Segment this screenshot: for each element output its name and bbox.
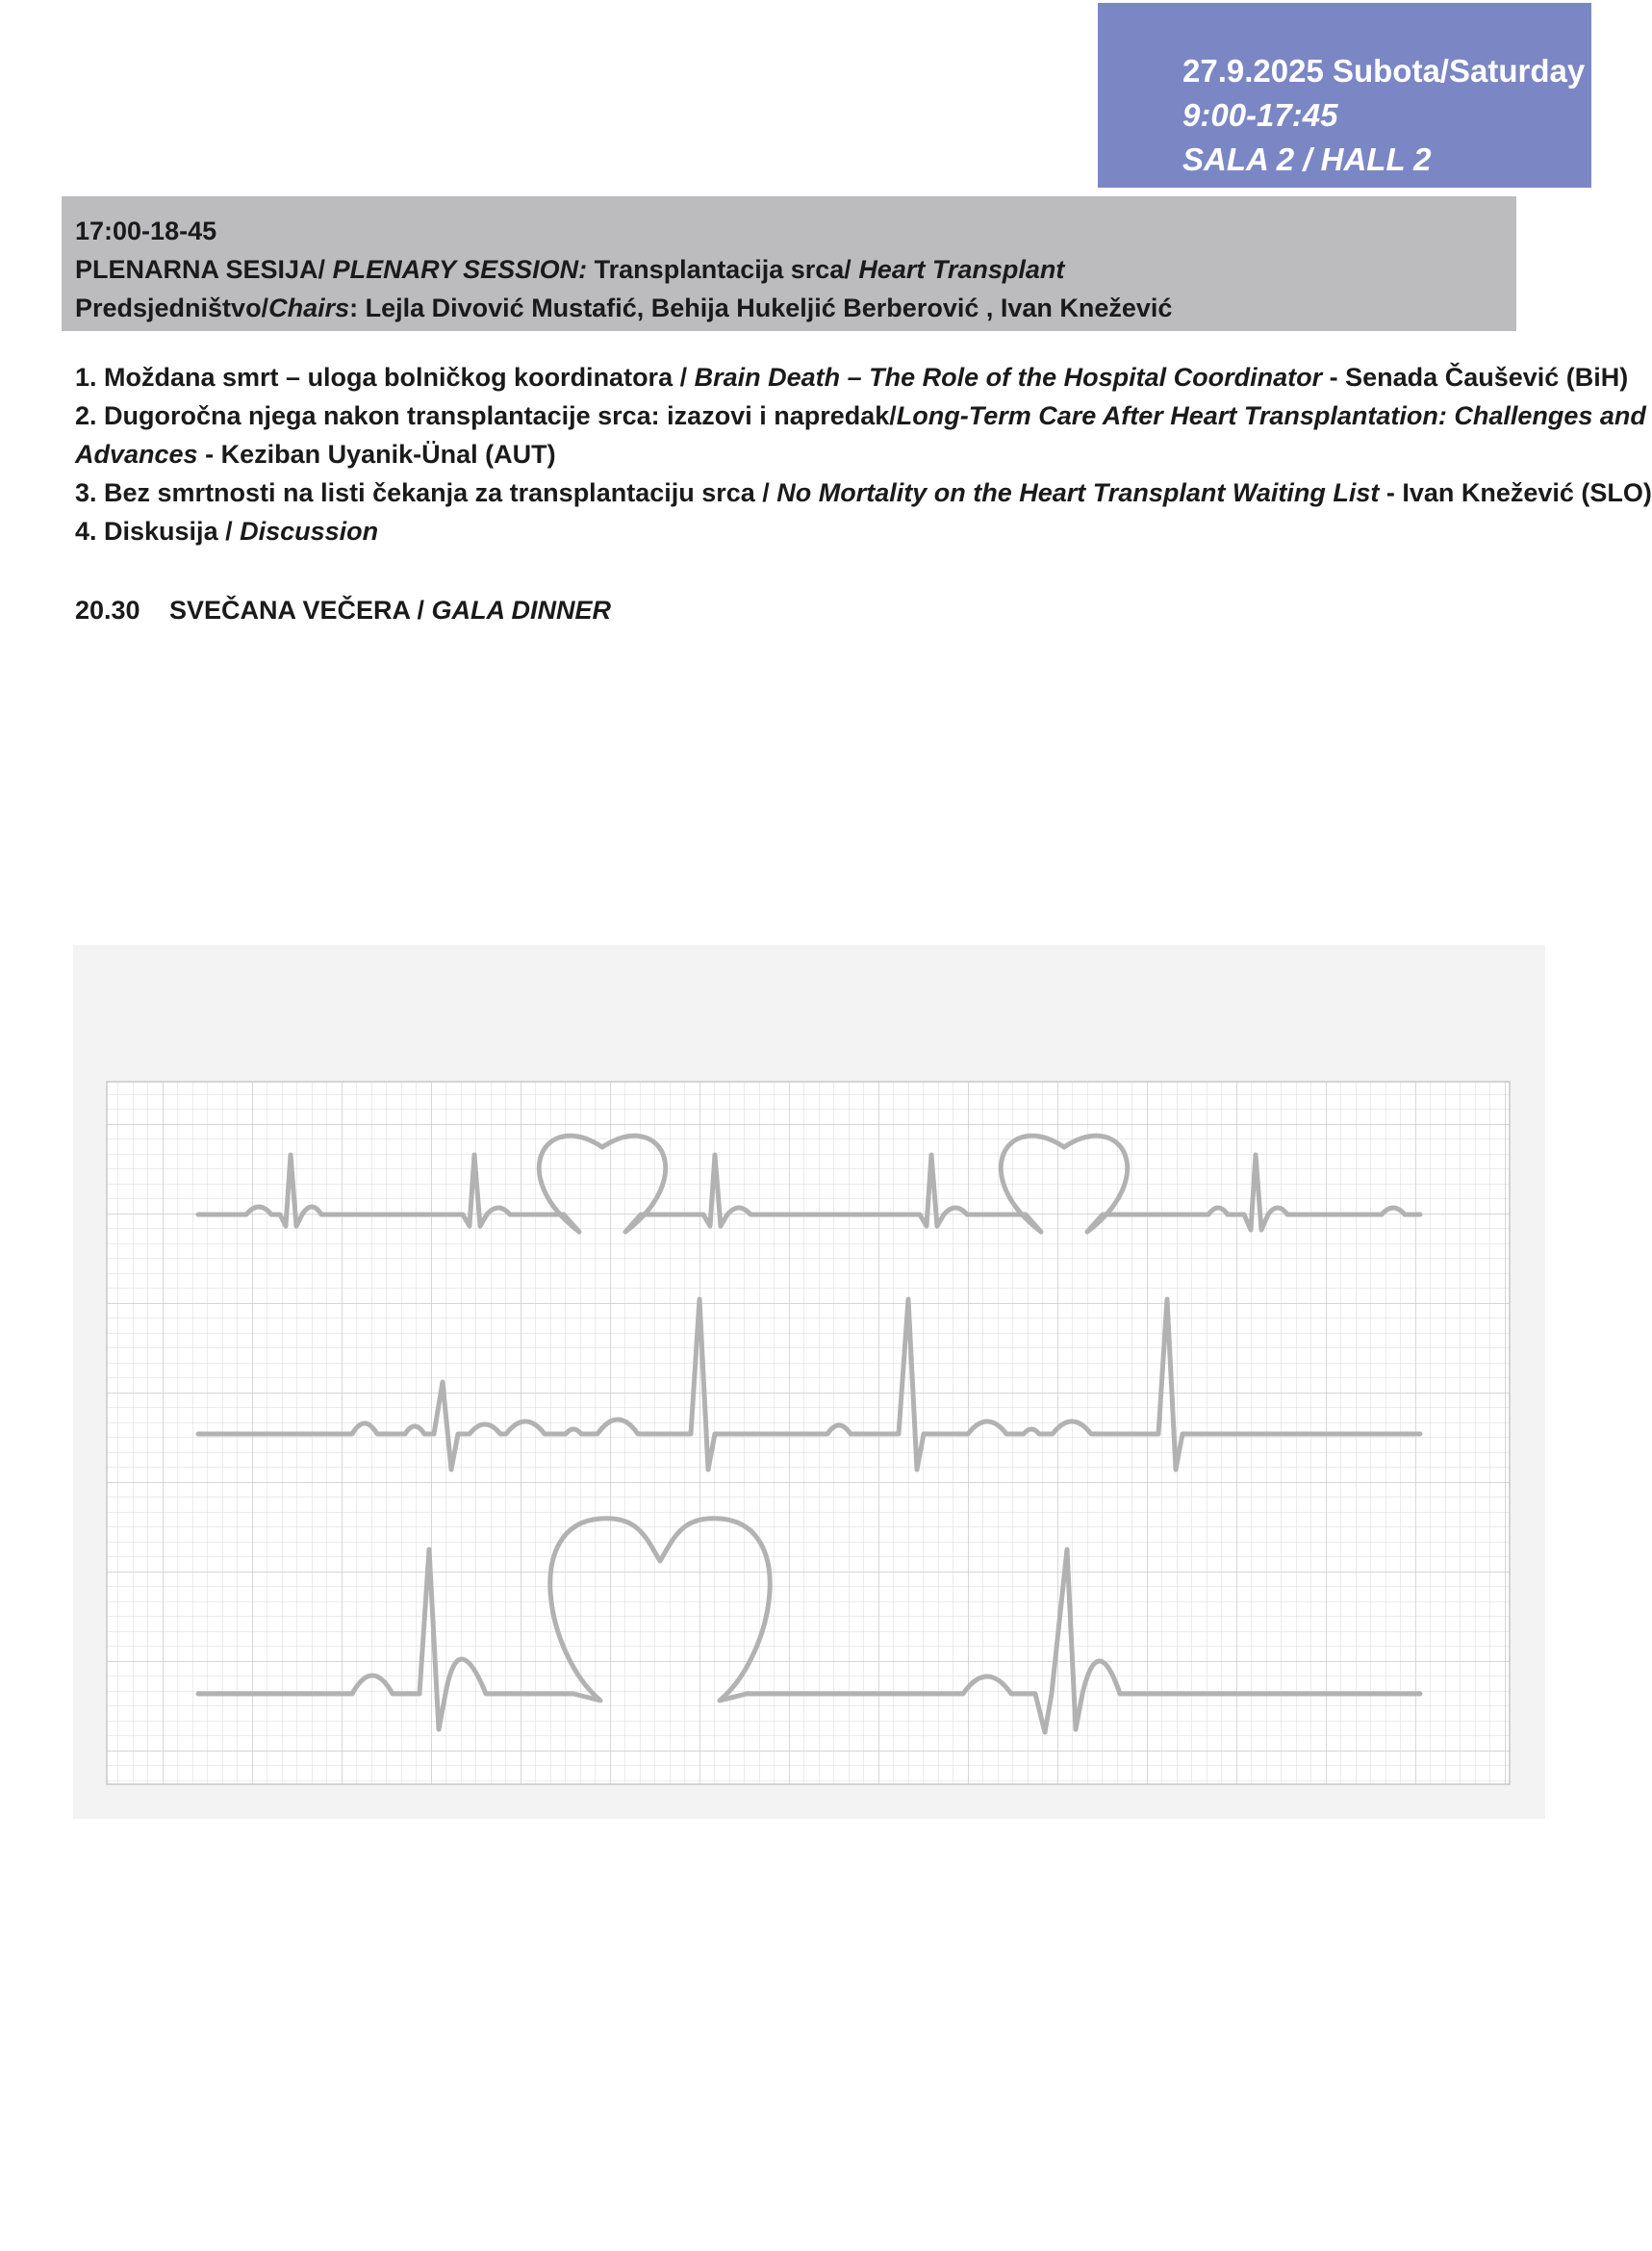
talk-title-en: No Mortality on the Heart Transplant Waiting List [776, 478, 1380, 507]
talk-list [75, 358, 1652, 550]
session-topic-en: Heart Transplant [858, 255, 1065, 284]
chairs-names: : Lejla Divović Mustafić, Behija Hukeljić Berberović , Ivan Knežević [349, 294, 1173, 322]
talk-prefix: 2. Dugoročna njega nakon transplantacije srca: izazovi i napredak/ [75, 401, 897, 430]
session-topic-local: Transplantacija srca/ [594, 255, 851, 284]
talk-title-en: Brain Death – The Role of the Hospital Coordinator [694, 363, 1323, 392]
talk-item [75, 512, 1518, 550]
talk-title-en: Long-Term Care After Heart Transplantation: Challenges and [896, 401, 1646, 430]
talk-prefix: 4. Diskusija / [75, 517, 241, 546]
session-chairs [75, 289, 1516, 327]
date-line: 27.9.2025 Subota/Saturday [1182, 53, 1586, 89]
time-line: 9:00-17:45 [1182, 97, 1338, 133]
talk-item [75, 473, 1652, 512]
dinner-time: 20.30 [75, 596, 140, 625]
ecg-heartbeat-icon [73, 945, 1545, 1819]
gala-dinner [75, 591, 611, 629]
talk-speaker: - Ivan Knežević (SLO) [1379, 478, 1652, 507]
dinner-label-local: SVEČANA VEČERA / [169, 596, 432, 625]
ecg-illustration [73, 945, 1545, 1819]
hall-line: SALA 2 / HALL 2 [1182, 141, 1432, 177]
talk-title-en: Discussion [240, 517, 379, 546]
talk-item-continued [75, 435, 1518, 473]
talk-item [75, 358, 1629, 396]
chairs-label-local: Predsjedništvo/ [75, 294, 269, 322]
talk-title-en: Advances [75, 440, 198, 469]
session-header [62, 196, 1516, 331]
chairs-label-en: Chairs [268, 294, 350, 322]
talk-speaker: - Keziban Uyanik-Ünal (AUT) [197, 440, 556, 469]
talk-prefix: 1. Moždana smrt – uloga bolničkog koordinatora / [75, 363, 695, 392]
session-label-en: PLENARY SESSION: [332, 255, 588, 284]
session-label-local: PLENARNA SESIJA/ [75, 255, 326, 284]
talk-speaker: - Senada Čaušević (BiH) [1322, 363, 1629, 392]
talk-item [75, 396, 1646, 435]
dinner-label-en: GALA DINNER [431, 596, 612, 625]
talk-prefix: 3. Bez smrtnosti na listi čekanja za transplantaciju srca / [75, 478, 777, 507]
date-box [1098, 3, 1591, 188]
session-title [75, 250, 1516, 289]
session-time: 17:00-18-45 [75, 217, 217, 245]
